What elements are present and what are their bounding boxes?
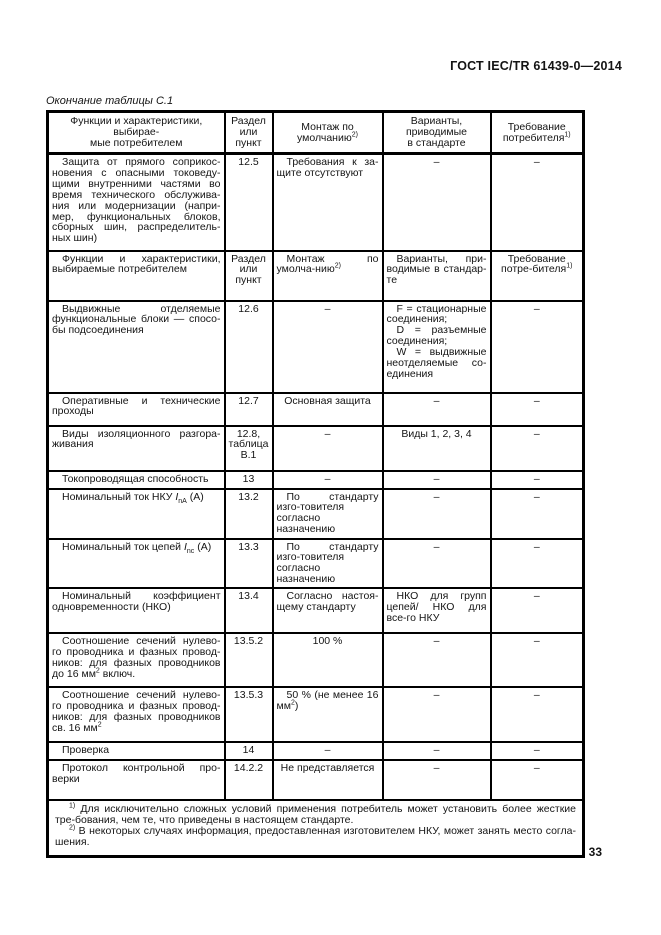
table-cell: 13 <box>225 471 273 489</box>
page-number: 33 <box>588 845 602 859</box>
table-caption: Окончание таблицы С.1 <box>46 95 174 107</box>
table-cell: Раздел или пункт <box>225 251 273 301</box>
table-cell: – <box>273 742 383 760</box>
table-cell: 13.4 <box>225 588 273 633</box>
table-cell: Протокол контрольной про-верки <box>48 760 225 800</box>
table-cell: Выдвижные отделяемые функциональные блоки — спосо-бы подсоединения <box>48 301 225 393</box>
table-row <box>48 687 584 742</box>
table-cell: – <box>383 633 491 687</box>
table-cell: 13.2 <box>225 489 273 539</box>
table-row <box>48 393 584 426</box>
table-row <box>48 301 584 393</box>
table-cell: – <box>491 471 584 489</box>
table-cell: – <box>383 471 491 489</box>
table-cell: – <box>273 471 383 489</box>
table-row <box>48 251 584 301</box>
table-cell: F = стационарные соединения; D = разъемные соединения; W = выдвижные неотделяемые со-единения <box>383 301 491 393</box>
table-cell: 13.5.3 <box>225 687 273 742</box>
table-cell: Виды 1, 2, 3, 4 <box>383 426 491 471</box>
table-cell: Номинальный ток НКУ $I_{nA}$ (А) <box>48 489 225 539</box>
table-cell: 12.8, таблица В.1 <box>225 426 273 471</box>
table-row <box>48 471 584 489</box>
column-header-1: Функции и характеристики, выбирае- мые потребителем <box>48 112 225 154</box>
table-cell: – <box>383 760 491 800</box>
table-cell: – <box>491 426 584 471</box>
table-cell: 100 % <box>273 633 383 687</box>
table-cell: Требования к за-щите отсутствуют <box>273 154 383 251</box>
table-cell: – <box>383 742 491 760</box>
table-cell: Защита от прямого соприкос-новения с опасными токоведу-щими внутренними частями во время технического обслужива-ния или модернизации (напри-мер, функциональных блоков, сборных шин, распределитель-ных шин) <box>48 154 225 251</box>
table-header <box>48 112 584 154</box>
table-row <box>48 760 584 800</box>
table-cell: 12.7 <box>225 393 273 426</box>
table-cell: – <box>383 154 491 251</box>
table-row <box>48 742 584 760</box>
table-cell: – <box>491 489 584 539</box>
column-header-4: Варианты, приводимые в стандарте <box>383 112 491 154</box>
column-header-3: Монтаж по умолчанию$^{2)}$ <box>273 112 383 154</box>
table-row <box>48 426 584 471</box>
table-cell: – <box>491 760 584 800</box>
table-cell: – <box>491 742 584 760</box>
table-cell: – <box>491 393 584 426</box>
table-cell: – <box>491 687 584 742</box>
table-cell: 12.6 <box>225 301 273 393</box>
table-cell: Монтаж по умолча-нию$^{2)}$ <box>273 251 383 301</box>
table-cell: Номинальный ток цепей $I_{nc}$ (А) <box>48 539 225 589</box>
table-cell: 50 % (не менее 16 $мм^2$) <box>273 687 383 742</box>
table-row <box>48 489 584 539</box>
table-cell: – <box>491 154 584 251</box>
column-header-2: Раздел или пункт <box>225 112 273 154</box>
table-cell: 12.5 <box>225 154 273 251</box>
table-cell: Не представляется <box>273 760 383 800</box>
table-cell: Требование потре-бителя$^{1)}$ <box>491 251 584 301</box>
table-cell: Оперативные и технические проходы <box>48 393 225 426</box>
table-cell: – <box>491 633 584 687</box>
column-header-5: Требование потребителя$^{1)}$ <box>491 112 584 154</box>
table-cell: – <box>383 489 491 539</box>
table-cell: – <box>491 588 584 633</box>
table-cell: – <box>273 426 383 471</box>
table-c1 <box>46 110 585 858</box>
table-row <box>48 154 584 251</box>
table-cell: – <box>383 687 491 742</box>
table-cell: – <box>491 301 584 393</box>
document-title: ГОСТ IEC/TR 61439-0—2014 <box>450 59 622 73</box>
table-row <box>48 633 584 687</box>
footnote: $^{1)}$ Для исключительно сложных условий применения потребитель может установить более жесткие тре-бования, чем те, что приведены в настоящем стандарте. <box>55 802 576 827</box>
table-cell: – <box>273 301 383 393</box>
table-cell: Функции и характеристики, выбираемые потребителем <box>48 251 225 301</box>
table-cell: 14.2.2 <box>225 760 273 800</box>
table-cell: Номинальный коэффициент одновременности (НКО) <box>48 588 225 633</box>
table-cell: Соотношение сечений нулево-го проводника и фазных провод-ников: для фазных проводников до 16 $мм^2$ включ. <box>48 633 225 687</box>
table-cell: По стандарту изго-товителя согласно назначению <box>273 539 383 589</box>
table-cell: – <box>383 393 491 426</box>
table-cell: НКО для групп цепей/ НКО для все-го НКУ <box>383 588 491 633</box>
table-cell: Соотношение сечений нулево-го проводника и фазных провод-ников: для фазных проводников св. 16 $мм^2$ <box>48 687 225 742</box>
table-cell: 13.3 <box>225 539 273 589</box>
table-row <box>48 588 584 633</box>
table-cell: Варианты, при-водимые в стандар-те <box>383 251 491 301</box>
table-cell: По стандарту изго-товителя согласно назначению <box>273 489 383 539</box>
table-cell: Токопроводящая способность <box>48 471 225 489</box>
table-cell: – <box>491 539 584 589</box>
table-container <box>46 110 582 858</box>
table-cell: – <box>383 539 491 589</box>
table-cell: 14 <box>225 742 273 760</box>
table-cell: 13.5.2 <box>225 633 273 687</box>
table-row <box>48 539 584 589</box>
table-cell: Виды изоляционного разгора-живания <box>48 426 225 471</box>
footnote: $^{2)}$ В некоторых случаях информация, предоставленная изготовителем НКУ, может занять место согла-шения. <box>55 824 576 848</box>
table-cell: Основная защита <box>273 393 383 426</box>
table-cell: Проверка <box>48 742 225 760</box>
table-cell: Согласно настоя-щему стандарту <box>273 588 383 633</box>
